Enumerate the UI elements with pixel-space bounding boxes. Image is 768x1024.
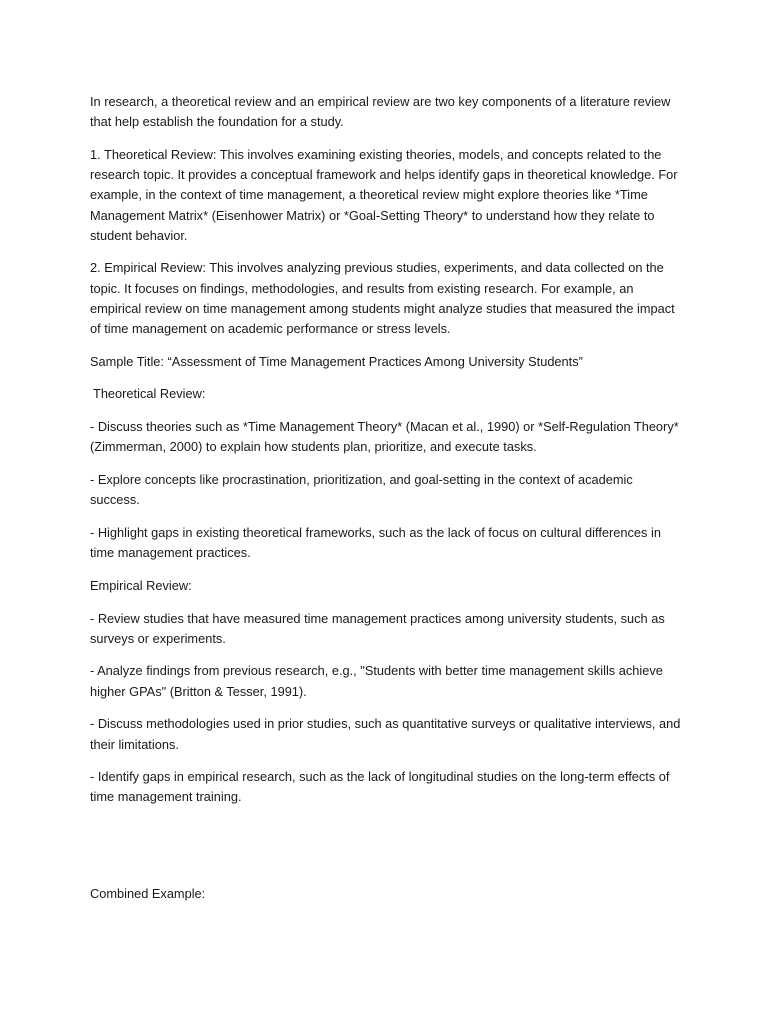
theoretical-bullet-3: - Highlight gaps in existing theoretical frameworks, such as the lack of focus on cultural differences in time management practices. (90, 524, 661, 561)
document-page (90, 92, 682, 917)
empirical-review-heading: Empirical Review: (90, 577, 192, 593)
sample-title: Sample Title: “Assessment of Time Management Practices Among University Students” (90, 353, 583, 369)
blank-space (90, 820, 682, 884)
theoretical-bullet-2: - Explore concepts like procrastination, prioritization, and goal-setting in the context of academic success. (90, 472, 633, 508)
combined-example-heading: Combined Example: (90, 886, 206, 902)
empirical-review-definition: 2. Empirical Review: This involves analyzing previous studies, experiments, and data collected on the topic. It focuses on findings, methodologies, and results from existing research. For example, an empirical review on time management among students might analyze studies that measured the impact of time management on academic performance or stress levels. (90, 260, 675, 337)
theoretical-bullet-1: - Discuss theories such as *Time Management Theory* (Macan et al., 1990) or *Self-Regulation Theory* (Zimmerman, 2000) to explain how students plan, prioritize, and execute tasks. (90, 419, 679, 455)
theoretical-review-definition: 1. Theoretical Review: This involves examining existing theories, models, and concepts related to the research topic. It provides a conceptual framework and helps identify gaps in theoretical knowledge. For example, in the context of time management, a theoretical review might explore theories like *Time Management Matrix* (Eisenhower Matrix) or *Goal-Setting Theory* to understand how they relate to student behavior. (90, 146, 678, 243)
empirical-bullet-1: - Review studies that have measured time management practices among university students, such as surveys or experiments. (90, 610, 665, 646)
empirical-bullet-4: - Identify gaps in empirical research, such as the lack of longitudinal studies on the long-term effects of time management training. (90, 769, 670, 805)
intro-paragraph: In research, a theoretical review and an empirical review are two key components of a literature review that help establish the foundation for a study. (90, 94, 671, 130)
empirical-bullet-3: - Discuss methodologies used in prior studies, such as quantitative surveys or qualitative interviews, and their limitations. (90, 716, 681, 752)
empirical-bullet-2: - Analyze findings from previous research, e.g., "Students with better time management skills achieve higher GPAs" (Britton & Tesser, 1991). (90, 663, 663, 699)
theoretical-review-heading: Theoretical Review: (93, 386, 206, 402)
